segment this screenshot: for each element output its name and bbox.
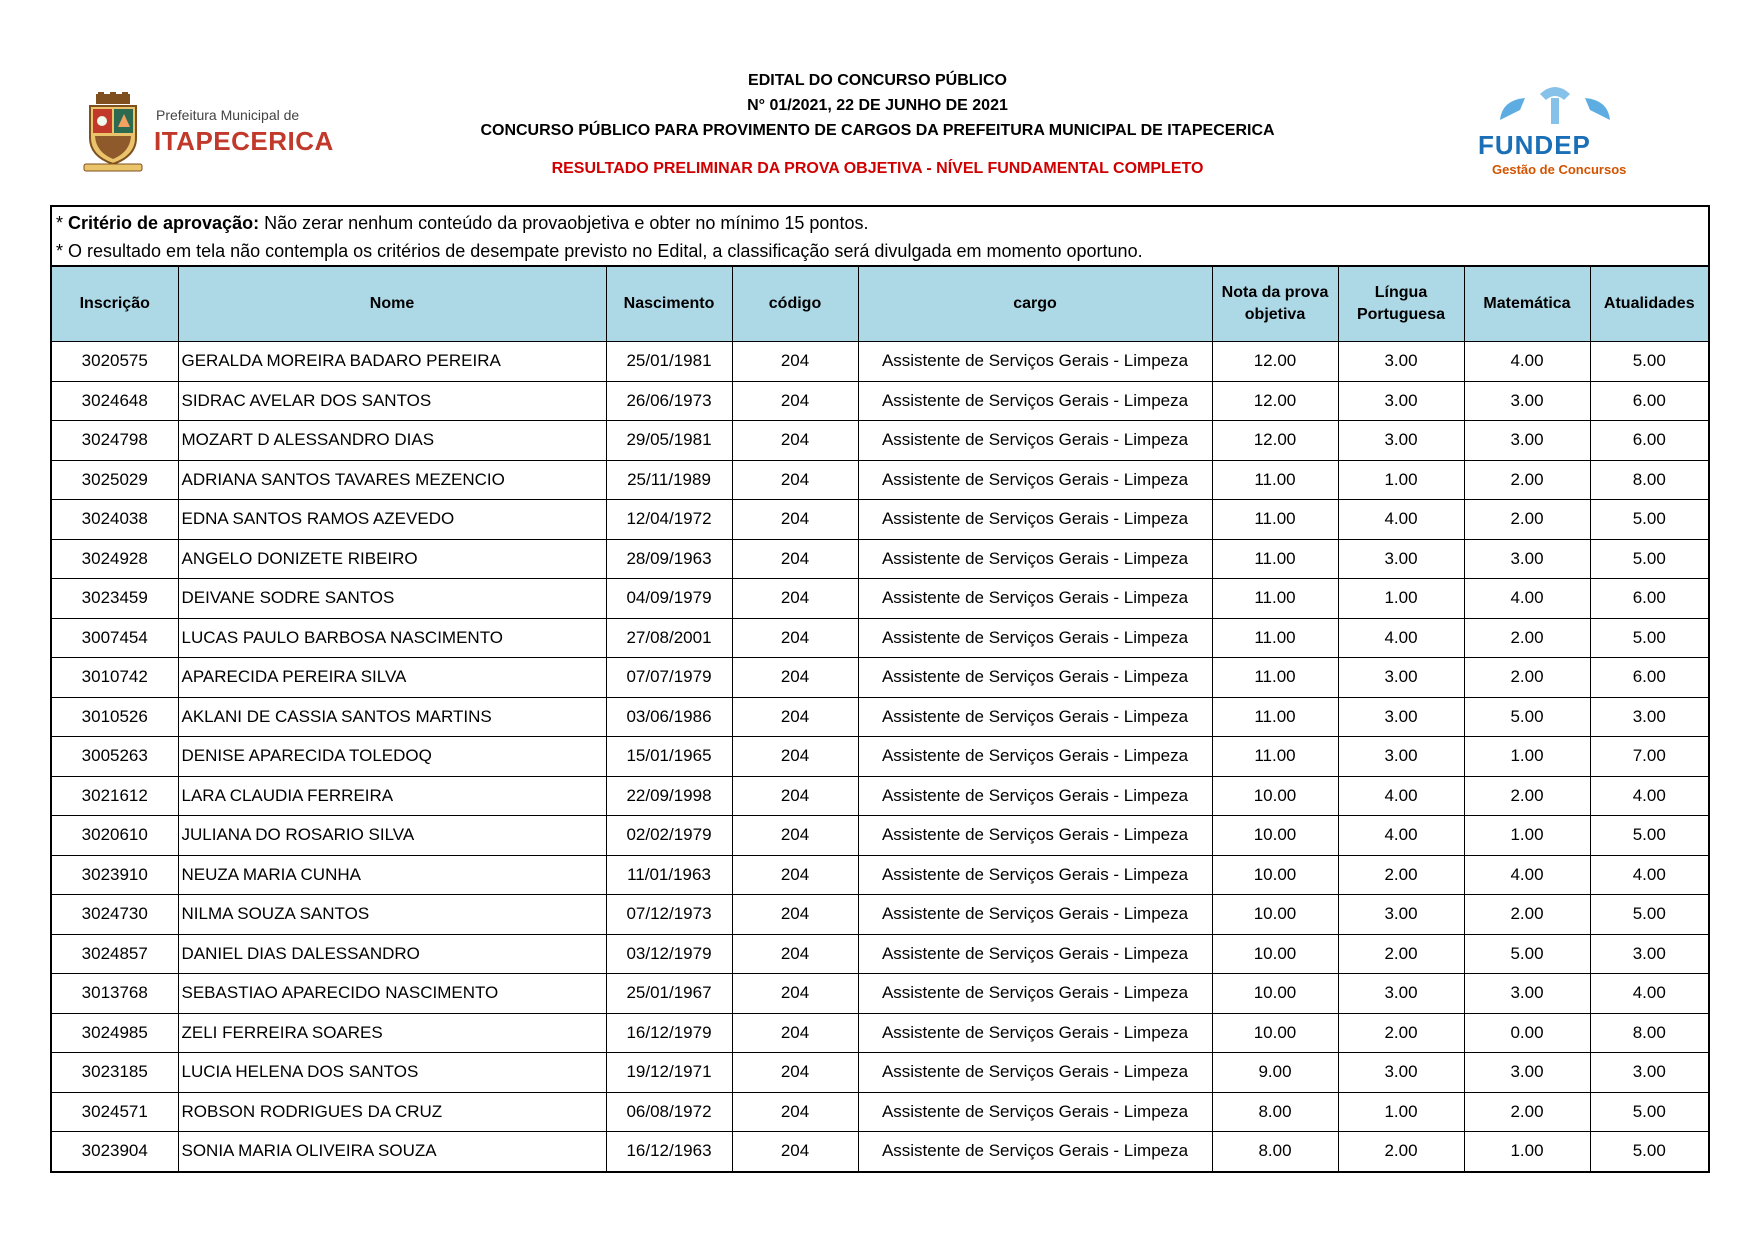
cell-lingua-portuguesa: 2.00: [1338, 1132, 1464, 1171]
cell-atualidades: 5.00: [1590, 618, 1708, 658]
cell-nome: SEBASTIAO APARECIDO NASCIMENTO: [178, 974, 606, 1014]
cell-nome: SIDRAC AVELAR DOS SANTOS: [178, 381, 606, 421]
cell-inscricao: 3024928: [52, 539, 178, 579]
cell-matematica: 2.00: [1464, 1092, 1590, 1132]
cell-atualidades: 6.00: [1590, 381, 1708, 421]
cell-lingua-portuguesa: 3.00: [1338, 539, 1464, 579]
table-row: [52, 737, 1708, 777]
cell-nota-objetiva: 10.00: [1212, 816, 1338, 856]
cell-codigo: 204: [732, 1013, 858, 1053]
cell-nome: AKLANI DE CASSIA SANTOS MARTINS: [178, 697, 606, 737]
cell-matematica: 3.00: [1464, 539, 1590, 579]
cell-inscricao: 3023910: [52, 855, 178, 895]
cell-nota-objetiva: 10.00: [1212, 934, 1338, 974]
cell-lingua-portuguesa: 1.00: [1338, 1092, 1464, 1132]
cell-nota-objetiva: 10.00: [1212, 974, 1338, 1014]
cell-nome: ANGELO DONIZETE RIBEIRO: [178, 539, 606, 579]
cell-lingua-portuguesa: 3.00: [1338, 895, 1464, 935]
cell-matematica: 3.00: [1464, 1053, 1590, 1093]
cell-nota-objetiva: 11.00: [1212, 460, 1338, 500]
cell-matematica: 4.00: [1464, 855, 1590, 895]
cell-codigo: 204: [732, 855, 858, 895]
concurso-title: CONCURSO PÚBLICO PARA PROVIMENTO DE CARGOS DA PREFEITURA MUNICIPAL DE ITAPECERICA: [480, 122, 1275, 139]
header-col-nota-objetiva: Nota da prova objetiva: [1212, 267, 1338, 342]
table-row: [52, 1053, 1708, 1093]
cell-nascimento: 26/06/1973: [606, 381, 732, 421]
table-row: [52, 579, 1708, 619]
cell-cargo: Assistente de Serviços Gerais - Limpeza: [858, 658, 1212, 698]
table-row: [52, 421, 1708, 461]
cell-nascimento: 03/12/1979: [606, 934, 732, 974]
cell-matematica: 3.00: [1464, 381, 1590, 421]
cell-matematica: 1.00: [1464, 1132, 1590, 1171]
cell-cargo: Assistente de Serviços Gerais - Limpeza: [858, 500, 1212, 540]
cell-inscricao: 3024648: [52, 381, 178, 421]
cell-nota-objetiva: 12.00: [1212, 421, 1338, 461]
cell-nota-objetiva: 11.00: [1212, 737, 1338, 777]
header-col-atualidades: Atualidades: [1590, 267, 1708, 342]
cell-inscricao: 3024038: [52, 500, 178, 540]
cell-inscricao: 3020610: [52, 816, 178, 856]
table-row: [52, 895, 1708, 935]
cell-nota-objetiva: 11.00: [1212, 697, 1338, 737]
cell-cargo: Assistente de Serviços Gerais - Limpeza: [858, 855, 1212, 895]
cell-nota-objetiva: 9.00: [1212, 1053, 1338, 1093]
cell-atualidades: 5.00: [1590, 342, 1708, 382]
table-row: [52, 776, 1708, 816]
cell-lingua-portuguesa: 2.00: [1338, 1013, 1464, 1053]
logo-city-text: ITAPECERICA: [154, 126, 334, 156]
cell-atualidades: 5.00: [1590, 1092, 1708, 1132]
cell-codigo: 204: [732, 579, 858, 619]
cell-atualidades: 7.00: [1590, 737, 1708, 777]
cell-cargo: Assistente de Serviços Gerais - Limpeza: [858, 1013, 1212, 1053]
cell-inscricao: 3023904: [52, 1132, 178, 1171]
cell-lingua-portuguesa: 1.00: [1338, 460, 1464, 500]
cell-nota-objetiva: 8.00: [1212, 1132, 1338, 1171]
cell-codigo: 204: [732, 1053, 858, 1093]
cell-lingua-portuguesa: 3.00: [1338, 421, 1464, 461]
cell-nome: JULIANA DO ROSARIO SILVA: [178, 816, 606, 856]
cell-codigo: 204: [732, 1092, 858, 1132]
fundep-emblem-icon: [1480, 80, 1630, 132]
header-col-matematica: Matemática: [1464, 267, 1590, 342]
table-row: [52, 618, 1708, 658]
cell-matematica: 2.00: [1464, 618, 1590, 658]
header-col-nascimento: Nascimento: [606, 267, 732, 342]
cell-matematica: 2.00: [1464, 500, 1590, 540]
cell-atualidades: 3.00: [1590, 697, 1708, 737]
cell-cargo: Assistente de Serviços Gerais - Limpeza: [858, 737, 1212, 777]
cell-codigo: 204: [732, 539, 858, 579]
cell-codigo: 204: [732, 776, 858, 816]
cell-cargo: Assistente de Serviços Gerais - Limpeza: [858, 421, 1212, 461]
cell-atualidades: 3.00: [1590, 1053, 1708, 1093]
cell-inscricao: 3024857: [52, 934, 178, 974]
cell-nota-objetiva: 11.00: [1212, 539, 1338, 579]
cell-cargo: Assistente de Serviços Gerais - Limpeza: [858, 1132, 1212, 1171]
cell-nome: APARECIDA PEREIRA SILVA: [178, 658, 606, 698]
cell-inscricao: 3025029: [52, 460, 178, 500]
cell-lingua-portuguesa: 3.00: [1338, 697, 1464, 737]
cell-cargo: Assistente de Serviços Gerais - Limpeza: [858, 1092, 1212, 1132]
cell-lingua-portuguesa: 1.00: [1338, 579, 1464, 619]
notes-box: [52, 207, 1708, 267]
cell-inscricao: 3024571: [52, 1092, 178, 1132]
cell-atualidades: 5.00: [1590, 816, 1708, 856]
cell-nascimento: 25/11/1989: [606, 460, 732, 500]
cell-inscricao: 3024730: [52, 895, 178, 935]
cell-inscricao: 3005263: [52, 737, 178, 777]
logo-prefeitura-text: Prefeitura Municipal de: [156, 107, 300, 123]
cell-atualidades: 5.00: [1590, 1132, 1708, 1171]
table-header-row: [52, 267, 1708, 342]
cell-atualidades: 4.00: [1590, 855, 1708, 895]
cell-inscricao: 3010742: [52, 658, 178, 698]
cell-matematica: 2.00: [1464, 776, 1590, 816]
cell-nascimento: 07/12/1973: [606, 895, 732, 935]
approval-criteria-text: Não zerar nenhum conteúdo da provaobjetiva e obter no mínimo 15 pontos.: [259, 213, 869, 233]
cell-nascimento: 15/01/1965: [606, 737, 732, 777]
table-row: [52, 1013, 1708, 1053]
cell-atualidades: 6.00: [1590, 658, 1708, 698]
cell-nome: ADRIANA SANTOS TAVARES MEZENCIO: [178, 460, 606, 500]
cell-lingua-portuguesa: 4.00: [1338, 618, 1464, 658]
cell-codigo: 204: [732, 460, 858, 500]
cell-nome: ZELI FERREIRA SOARES: [178, 1013, 606, 1053]
cell-cargo: Assistente de Serviços Gerais - Limpeza: [858, 1053, 1212, 1093]
cell-nota-objetiva: 11.00: [1212, 618, 1338, 658]
cell-codigo: 204: [732, 697, 858, 737]
cell-codigo: 204: [732, 618, 858, 658]
cell-cargo: Assistente de Serviços Gerais - Limpeza: [858, 895, 1212, 935]
cell-nota-objetiva: 10.00: [1212, 855, 1338, 895]
cell-nota-objetiva: 8.00: [1212, 1092, 1338, 1132]
cell-atualidades: 3.00: [1590, 934, 1708, 974]
cell-nascimento: 04/09/1979: [606, 579, 732, 619]
cell-inscricao: 3010526: [52, 697, 178, 737]
cell-nota-objetiva: 11.00: [1212, 658, 1338, 698]
cell-nascimento: 29/05/1981: [606, 421, 732, 461]
cell-codigo: 204: [732, 1132, 858, 1171]
cell-nota-objetiva: 10.00: [1212, 895, 1338, 935]
cell-atualidades: 6.00: [1590, 421, 1708, 461]
cell-inscricao: 3013768: [52, 974, 178, 1014]
cell-atualidades: 6.00: [1590, 579, 1708, 619]
cell-matematica: 3.00: [1464, 974, 1590, 1014]
table-row: [52, 658, 1708, 698]
cell-codigo: 204: [732, 816, 858, 856]
cell-nascimento: 02/02/1979: [606, 816, 732, 856]
table-row: [52, 1132, 1708, 1171]
fundep-brand-text: FUNDEP: [1478, 130, 1591, 160]
cell-nascimento: 25/01/1967: [606, 974, 732, 1014]
cell-codigo: 204: [732, 381, 858, 421]
table-row: [52, 855, 1708, 895]
cell-nascimento: 22/09/1998: [606, 776, 732, 816]
cell-nota-objetiva: 11.00: [1212, 579, 1338, 619]
cell-lingua-portuguesa: 3.00: [1338, 658, 1464, 698]
fundep-logo: [1470, 80, 1630, 180]
table-row: [52, 816, 1708, 856]
cell-lingua-portuguesa: 3.00: [1338, 974, 1464, 1014]
cell-nota-objetiva: 12.00: [1212, 381, 1338, 421]
cell-inscricao: 3024798: [52, 421, 178, 461]
cell-matematica: 2.00: [1464, 460, 1590, 500]
cell-cargo: Assistente de Serviços Gerais - Limpeza: [858, 381, 1212, 421]
edital-title: EDITAL DO CONCURSO PÚBLICO: [748, 72, 1007, 89]
cell-nome: NILMA SOUZA SANTOS: [178, 895, 606, 935]
cell-cargo: Assistente de Serviços Gerais - Limpeza: [858, 460, 1212, 500]
cell-nascimento: 27/08/2001: [606, 618, 732, 658]
cell-codigo: 204: [732, 737, 858, 777]
result-subtitle: RESULTADO PRELIMINAR DA PROVA OBJETIVA - NÍVEL FUNDAMENTAL COMPLETO: [551, 160, 1204, 177]
table-row: [52, 697, 1708, 737]
cell-nome: LUCIA HELENA DOS SANTOS: [178, 1053, 606, 1093]
cell-atualidades: 8.00: [1590, 1013, 1708, 1053]
cell-codigo: 204: [732, 421, 858, 461]
cell-atualidades: 5.00: [1590, 539, 1708, 579]
cell-nome: SONIA MARIA OLIVEIRA SOUZA: [178, 1132, 606, 1171]
header-col-inscricao: Inscrição: [52, 267, 178, 342]
cell-cargo: Assistente de Serviços Gerais - Limpeza: [858, 974, 1212, 1014]
cell-lingua-portuguesa: 3.00: [1338, 342, 1464, 382]
cell-nascimento: 16/12/1963: [606, 1132, 732, 1171]
table-row: [52, 460, 1708, 500]
cell-codigo: 204: [732, 342, 858, 382]
cell-matematica: 3.00: [1464, 421, 1590, 461]
cell-nome: ROBSON RODRIGUES DA CRUZ: [178, 1092, 606, 1132]
cell-inscricao: 3021612: [52, 776, 178, 816]
table-row: [52, 974, 1708, 1014]
cell-nascimento: 11/01/1963: [606, 855, 732, 895]
cell-matematica: 1.00: [1464, 737, 1590, 777]
cell-inscricao: 3023185: [52, 1053, 178, 1093]
cell-inscricao: 3007454: [52, 618, 178, 658]
cell-atualidades: 8.00: [1590, 460, 1708, 500]
cell-nome: DEIVANE SODRE SANTOS: [178, 579, 606, 619]
cell-nota-objetiva: 12.00: [1212, 342, 1338, 382]
table-row: [52, 342, 1708, 382]
cell-lingua-portuguesa: 3.00: [1338, 737, 1464, 777]
header-col-lingua-portuguesa: Língua Portuguesa: [1338, 267, 1464, 342]
cell-cargo: Assistente de Serviços Gerais - Limpeza: [858, 934, 1212, 974]
cell-nome: LUCAS PAULO BARBOSA NASCIMENTO: [178, 618, 606, 658]
cell-nota-objetiva: 10.00: [1212, 776, 1338, 816]
cell-nascimento: 19/12/1971: [606, 1053, 732, 1093]
table-row: [52, 539, 1708, 579]
table-row: [52, 934, 1708, 974]
cell-lingua-portuguesa: 4.00: [1338, 776, 1464, 816]
cell-codigo: 204: [732, 934, 858, 974]
cell-nascimento: 12/04/1972: [606, 500, 732, 540]
cell-inscricao: 3020575: [52, 342, 178, 382]
cell-matematica: 5.00: [1464, 934, 1590, 974]
cell-lingua-portuguesa: 2.00: [1338, 855, 1464, 895]
cell-codigo: 204: [732, 500, 858, 540]
cell-nascimento: 03/06/1986: [606, 697, 732, 737]
header-col-cargo: cargo: [858, 267, 1212, 342]
header-col-nome: Nome: [178, 267, 606, 342]
table-row: [52, 381, 1708, 421]
cell-cargo: Assistente de Serviços Gerais - Limpeza: [858, 816, 1212, 856]
cell-cargo: Assistente de Serviços Gerais - Limpeza: [858, 579, 1212, 619]
cell-nome: MOZART D ALESSANDRO DIAS: [178, 421, 606, 461]
cell-nascimento: 25/01/1981: [606, 342, 732, 382]
cell-inscricao: 3024985: [52, 1013, 178, 1053]
cell-lingua-portuguesa: 2.00: [1338, 934, 1464, 974]
result-sheet: [50, 205, 1710, 1173]
table-body: [52, 342, 1708, 1171]
cell-lingua-portuguesa: 3.00: [1338, 1053, 1464, 1093]
cell-atualidades: 4.00: [1590, 776, 1708, 816]
results-table: [52, 267, 1708, 1171]
cell-matematica: 4.00: [1464, 579, 1590, 619]
cell-nome: DENISE APARECIDA TOLEDOQ: [178, 737, 606, 777]
cell-codigo: 204: [732, 974, 858, 1014]
cell-nascimento: 16/12/1979: [606, 1013, 732, 1053]
cell-lingua-portuguesa: 4.00: [1338, 816, 1464, 856]
header-col-codigo: código: [732, 267, 858, 342]
fundep-tagline-text: Gestão de Concursos: [1492, 162, 1627, 177]
cell-nascimento: 06/08/1972: [606, 1092, 732, 1132]
cell-lingua-portuguesa: 3.00: [1338, 381, 1464, 421]
cell-atualidades: 5.00: [1590, 500, 1708, 540]
cell-cargo: Assistente de Serviços Gerais - Limpeza: [858, 342, 1212, 382]
cell-cargo: Assistente de Serviços Gerais - Limpeza: [858, 618, 1212, 658]
cell-nome: NEUZA MARIA CUNHA: [178, 855, 606, 895]
cell-matematica: 4.00: [1464, 342, 1590, 382]
cell-lingua-portuguesa: 4.00: [1338, 500, 1464, 540]
cell-matematica: 0.00: [1464, 1013, 1590, 1053]
table-row: [52, 500, 1708, 540]
cell-nota-objetiva: 10.00: [1212, 1013, 1338, 1053]
cell-nome: DANIEL DIAS DALESSANDRO: [178, 934, 606, 974]
cell-nascimento: 07/07/1979: [606, 658, 732, 698]
cell-cargo: Assistente de Serviços Gerais - Limpeza: [858, 776, 1212, 816]
cell-codigo: 204: [732, 658, 858, 698]
table-row: [52, 1092, 1708, 1132]
cell-matematica: 5.00: [1464, 697, 1590, 737]
approval-criteria-label: Critério de aprovação:: [68, 213, 260, 233]
cell-cargo: Assistente de Serviços Gerais - Limpeza: [858, 697, 1212, 737]
cell-nota-objetiva: 11.00: [1212, 500, 1338, 540]
cell-cargo: Assistente de Serviços Gerais - Limpeza: [858, 539, 1212, 579]
cell-matematica: 2.00: [1464, 895, 1590, 935]
approval-criteria-note: * Critério de aprovação: Não zerar nenhum conteúdo da provaobjetiva e obter no mínimo 15 pontos.: [56, 213, 869, 233]
cell-matematica: 2.00: [1464, 658, 1590, 698]
cell-nome: EDNA SANTOS RAMOS AZEVEDO: [178, 500, 606, 540]
cell-codigo: 204: [732, 895, 858, 935]
cell-nome: LARA CLAUDIA FERREIRA: [178, 776, 606, 816]
cell-matematica: 1.00: [1464, 816, 1590, 856]
cell-inscricao: 3023459: [52, 579, 178, 619]
cell-nome: GERALDA MOREIRA BADARO PEREIRA: [178, 342, 606, 382]
cell-atualidades: 4.00: [1590, 974, 1708, 1014]
tiebreak-note: * O resultado em tela não contempla os critérios de desempate previsto no Edital, a classificação será divulgada em momento oportuno.: [56, 241, 1143, 261]
cell-atualidades: 5.00: [1590, 895, 1708, 935]
edital-number: N° 01/2021, 22 DE JUNHO DE 2021: [747, 97, 1008, 114]
cell-nascimento: 28/09/1963: [606, 539, 732, 579]
